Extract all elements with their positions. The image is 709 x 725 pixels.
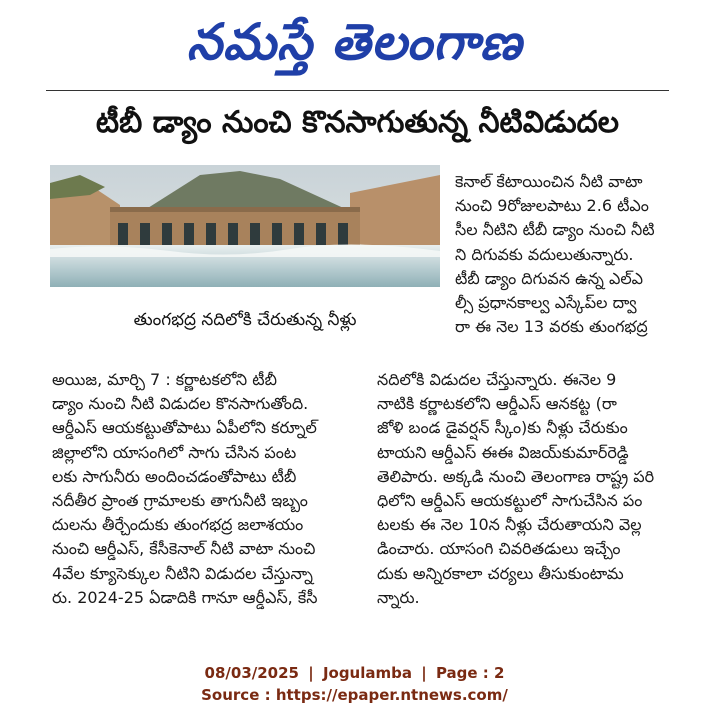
footer-edition-info <box>0 662 709 684</box>
footer-edition: Jogulamba <box>322 664 412 682</box>
article-text-line: దులను తీర్చేందుకు తుంగభద్ర జలాశయం <box>52 515 304 535</box>
article-text-line: 4వేల క్యూసెక్కుల నీటిని విడుదల చేస్తున్నా <box>52 563 313 583</box>
footer-separator: | <box>308 664 314 682</box>
footer-source: Source : https://epaper.ntnews.com/ <box>201 686 508 704</box>
article-text-line: నాటికి కర్ణాటకలోని ఆర్డీఎస్ ఆనకట్ట (రా <box>377 394 617 414</box>
article-text-line: నుంచి 9రోజులపాటు 2.6 టీఎం <box>455 196 649 216</box>
article-text-line: ఆర్డీఎస్ ఆయకట్టుతోపాటు ఏపీలోని కర్నూల్ <box>52 418 317 438</box>
article-text-line: తెలిపారు. అక్కడి నుంచి తెలంగాణ రాష్ట్ర పరి <box>377 466 655 486</box>
article-text-line: నుంచి ఆర్డీఎస్, కేసీకెనాల్ నీటి వాటా నుంచి <box>52 539 316 559</box>
article-text-line: ధిలోని ఆర్డీఎస్ ఆయకట్టులో సాగుచేసిన పం <box>377 490 643 510</box>
article-column-right-top <box>455 170 683 339</box>
article-text-line: ని దిగువకు వదులుతున్నారు. <box>455 244 634 264</box>
footer-date: 08/03/2025 <box>204 664 299 682</box>
dam-photo-illustration <box>50 165 440 287</box>
article-text-line: రు. 2024-25 ఏడాదికి గానూ ఆర్డీఎస్, కేసీ <box>52 587 318 607</box>
article-text-line: నదీతీర ప్రాంత గ్రామాలకు తాగునీటి ఇబ్బం <box>52 490 308 510</box>
footer-separator: | <box>421 664 427 682</box>
footer-page: Page : 2 <box>435 664 505 682</box>
article-text-line: టీబీ డ్యాం దిగువన ఉన్న ఎల్ఎ <box>455 268 644 288</box>
article-text-line: సీల నీటిని టీబీ డ్యాం నుంచి నీటి <box>455 220 655 240</box>
article-text-line: జోళి బండ డైవర్షన్ స్కీం)కు నీళ్లు చేరుకుం <box>377 418 628 438</box>
article-text-line: దుకు అన్నిరకాలా చర్యలు తీసుకుంటామ <box>377 563 624 583</box>
article-text-line: డ్యాం నుంచి నీటి విడుదల కొనసాగుతోంది. <box>52 394 309 414</box>
article-text-line: లకు సాగునీరు అందించడంతోపాటు టీబీ <box>52 466 297 486</box>
article-column-left <box>52 368 362 610</box>
article-text-line: టాయని ఆర్డీఎస్ ఈఈ విజయ్‌కుమార్‌రెడ్డి <box>377 442 629 462</box>
article-text-line: ల్సీ ప్రధానకాల్వ ఎస్కేప్‌ల ద్వా <box>455 292 637 312</box>
article-text-line: రా ఈ నెల 13 వరకు తుంగభద్ర <box>455 317 648 337</box>
article-text-line: జిల్లాలోని యాసంగిలో సాగు చేసిన పంట <box>52 442 297 462</box>
article-text-line: కెనాల్ కేటాయించిన నీటి వాటా <box>455 172 643 191</box>
dam-photo <box>50 165 440 287</box>
masthead-logo: నమస్తే తెలంగాణ <box>186 13 523 71</box>
photo-caption: తుంగభద్ర నదిలోకి చేరుతున్న నీళ్లు <box>133 310 357 330</box>
article-column-right-bottom <box>377 368 683 610</box>
top-divider <box>46 90 669 91</box>
article-text-line: డించారు. యాసంగి చివరితడులు ఇచ్చేం <box>377 539 621 559</box>
bridge-deck <box>110 207 360 212</box>
article-text-line: న్నారు. <box>377 587 420 607</box>
article-text-line: టలకు ఈ నెల 10న నీళ్లు చేరుతాయని వెల్ల <box>377 515 642 535</box>
article-text-line: అయిజ, మార్చి 7 : కర్ణాటకలోని టీబీ <box>52 370 277 389</box>
article-headline: టీబీ డ్యాం నుంచి కొనసాగుతున్న నీటివిడుదల <box>95 105 620 140</box>
article-text-line: నదిలోకి విడుదల చేస్తున్నారు. ఈనెల 9 <box>377 370 617 389</box>
